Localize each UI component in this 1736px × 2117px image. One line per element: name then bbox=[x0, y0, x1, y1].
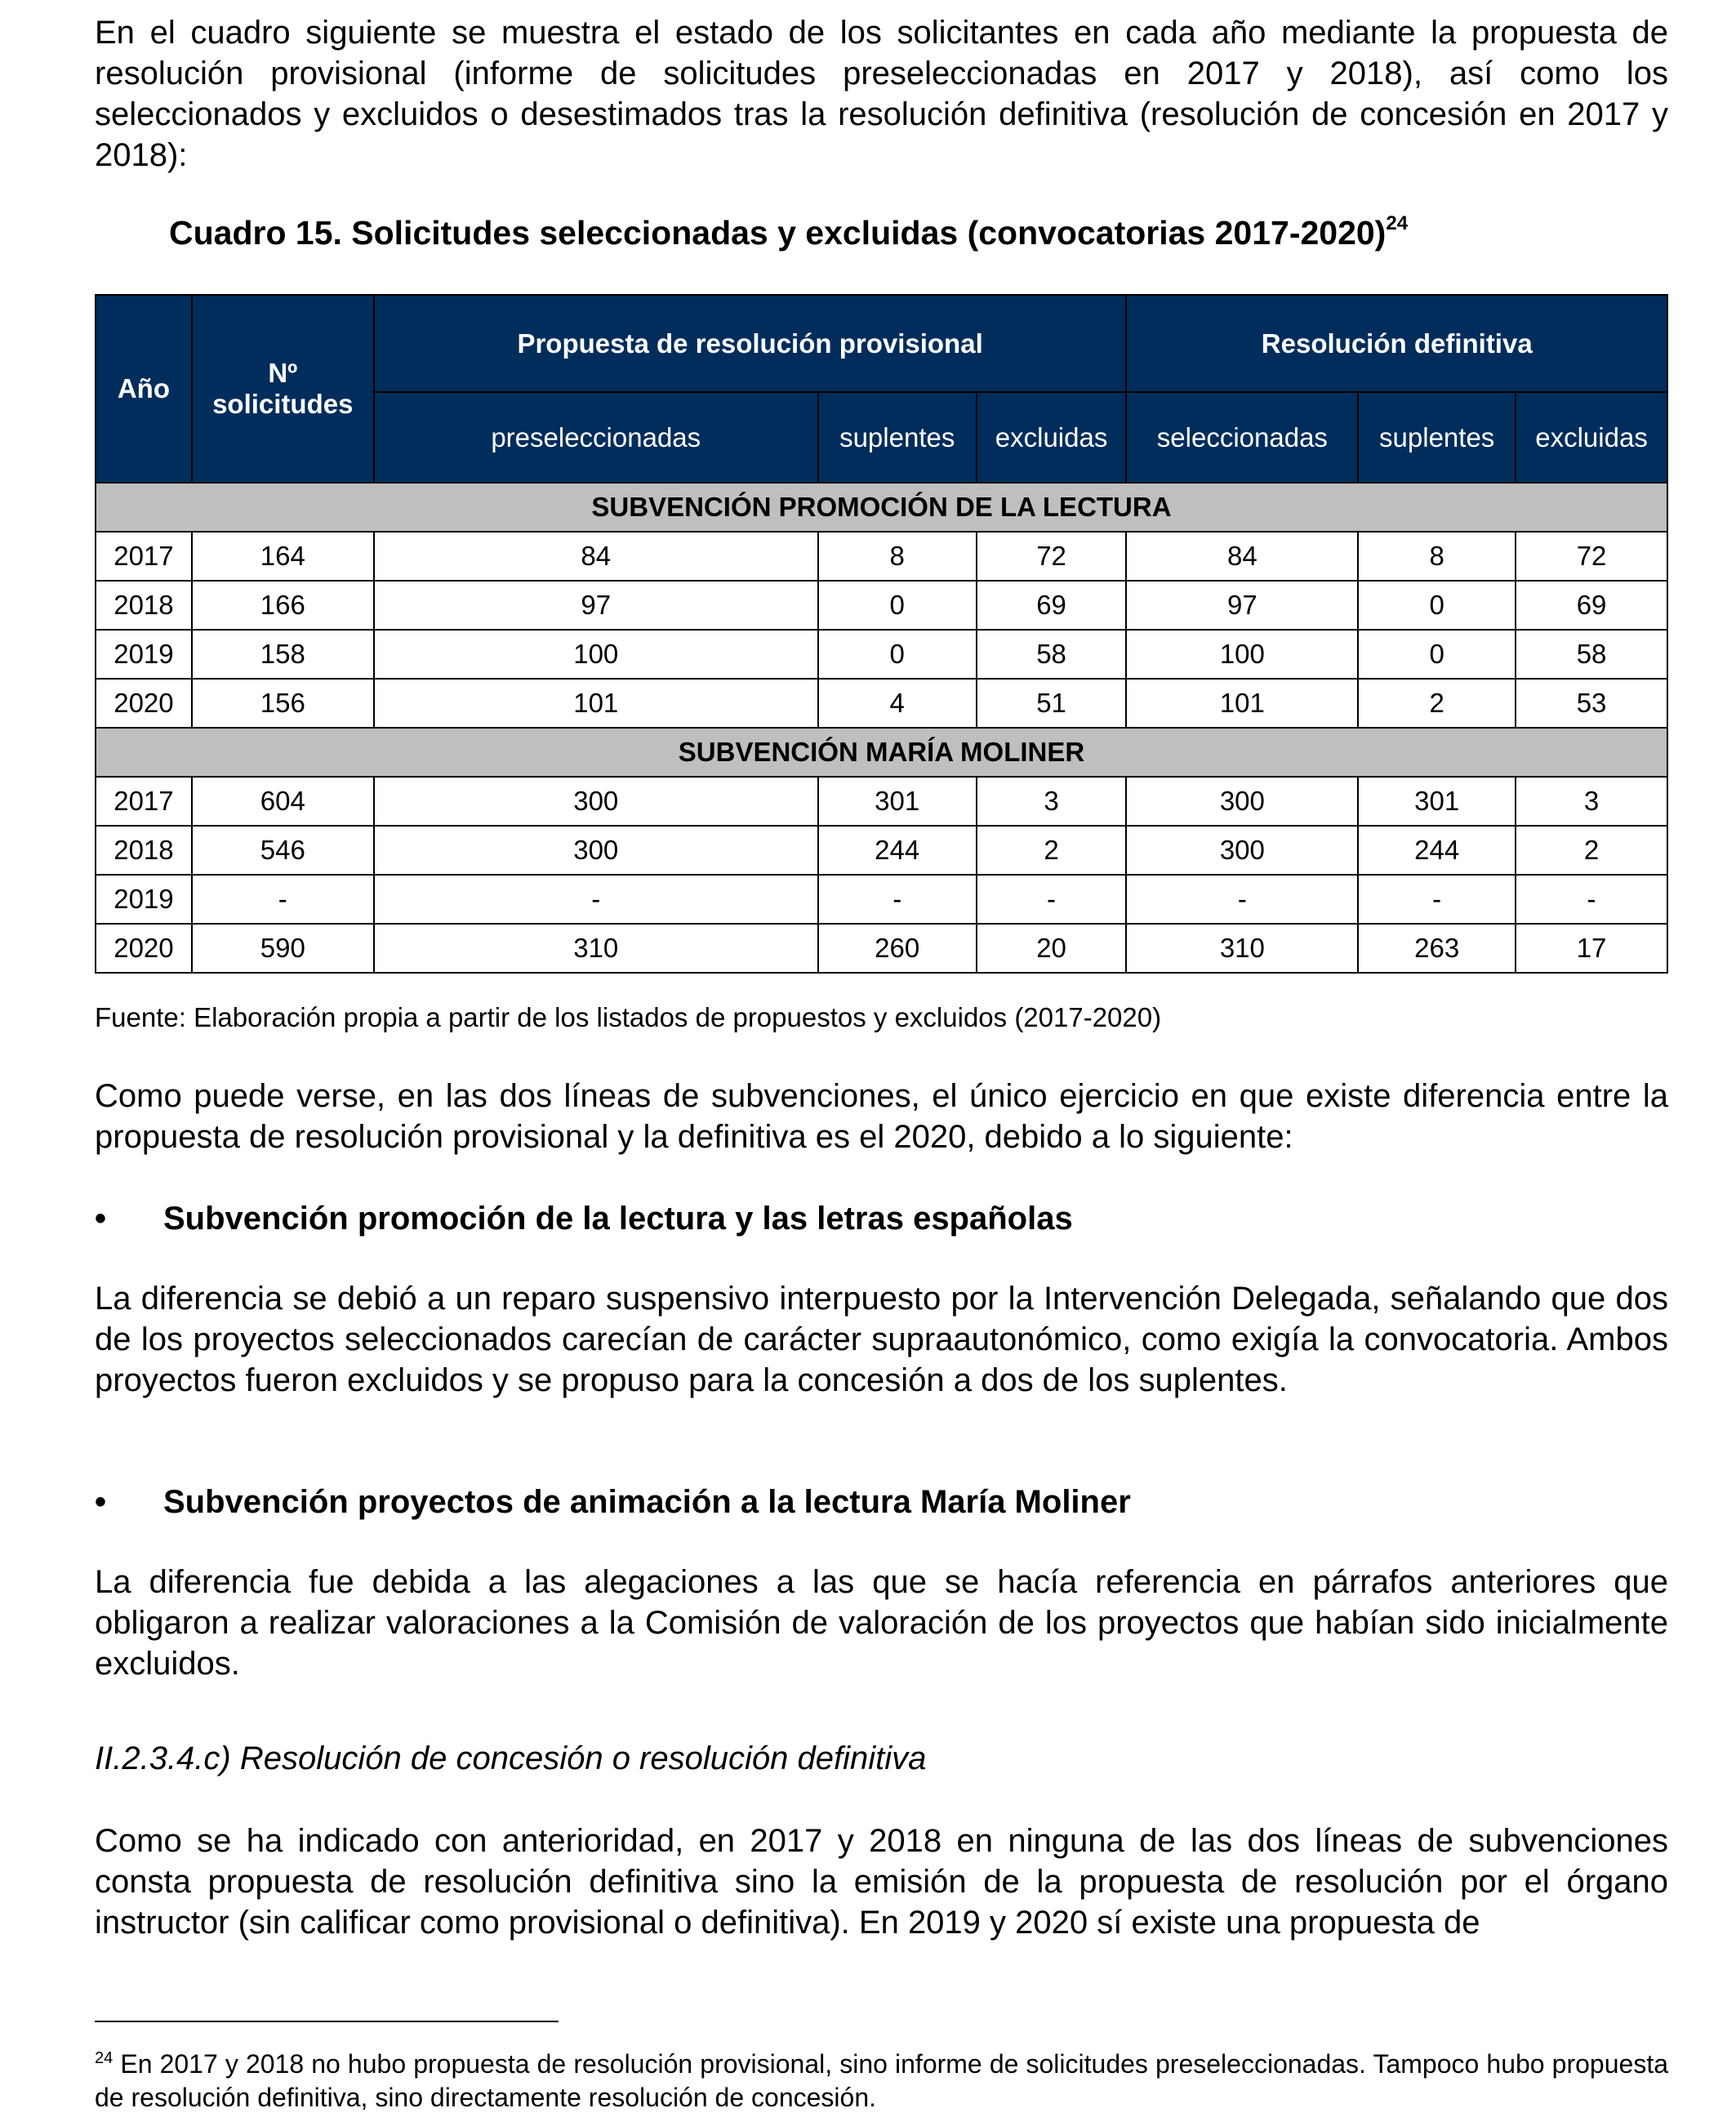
table-cell: 58 bbox=[1516, 630, 1667, 679]
header-sub: excluidas bbox=[977, 392, 1127, 483]
table-row bbox=[96, 532, 1667, 581]
table-cell: 58 bbox=[977, 630, 1127, 679]
table-cell: 2017 bbox=[96, 777, 192, 826]
bullet-heading: • Subvención proyectos de animación a la lectura María Moliner bbox=[95, 1484, 1131, 1520]
table-cell: 2018 bbox=[96, 826, 192, 875]
table-cell: 20 bbox=[977, 924, 1127, 973]
table-cell: 51 bbox=[977, 679, 1127, 728]
table-cell: 100 bbox=[1126, 630, 1358, 679]
header-sub: excluidas bbox=[1516, 392, 1667, 483]
table-cell: 164 bbox=[192, 532, 374, 581]
table-cell: 97 bbox=[1126, 581, 1358, 630]
footnote: $^{24}$ En 2017 y 2018 no hubo propuesta de resolución provisional, sino informe de solicitudes preseleccionadas. Tampoco hubo propuesta de resolución definitiva, sino directamente resolución de concesión. bbox=[95, 2049, 1668, 2112]
bullet-heading: • Subvención promoción de la lectura y las letras españolas bbox=[95, 1201, 1073, 1237]
table-row bbox=[96, 875, 1667, 924]
table-cell: 97 bbox=[374, 581, 818, 630]
table-cell: 2 bbox=[977, 826, 1127, 875]
table-cell: 69 bbox=[1516, 581, 1667, 630]
table-cell: 301 bbox=[818, 777, 977, 826]
paragraph: Como puede verse, en las dos líneas de subvenciones, el único ejercicio en que existe diferencia entre la propuesta de resolución provisional y la definitiva es el 2020, debido a lo siguiente: bbox=[95, 1078, 1668, 1155]
table-row bbox=[96, 630, 1667, 679]
table-row bbox=[96, 581, 1667, 630]
table-cell: 300 bbox=[374, 777, 818, 826]
table-cell: 310 bbox=[1126, 924, 1358, 973]
table-cell: 8 bbox=[1358, 532, 1516, 581]
section-title: SUBVENCIÓN MARÍA MOLINER bbox=[96, 728, 1667, 777]
header-provisional: Propuesta de resolución provisional bbox=[374, 295, 1127, 392]
table-cell: 2019 bbox=[96, 630, 192, 679]
table-cell: 2 bbox=[1516, 826, 1667, 875]
header-sub: seleccionadas bbox=[1126, 392, 1358, 483]
footnote-ref[interactable]: 24 bbox=[1386, 212, 1409, 234]
footnote-divider bbox=[95, 2021, 559, 2022]
table-cell: 100 bbox=[374, 630, 818, 679]
section-row bbox=[96, 483, 1667, 532]
header-sub: preseleccionadas bbox=[374, 392, 818, 483]
table-cell: - bbox=[374, 875, 818, 924]
table-cell: 546 bbox=[192, 826, 374, 875]
paragraph: Como se ha indicado con anterioridad, en 2017 y 2018 en ninguna de las dos líneas de subvenciones consta propuesta de resolución definitiva sino la emisión de la propuesta de resolución por el órgano instructor (sin calificar como provisional o definitiva). En 2019 y 2020 sí existe una propuesta de bbox=[95, 1823, 1668, 1941]
table-cell: 53 bbox=[1516, 679, 1667, 728]
table-cell: 0 bbox=[1358, 581, 1516, 630]
table-cell: 2019 bbox=[96, 875, 192, 924]
section-row bbox=[96, 728, 1667, 777]
table-cell: 84 bbox=[1126, 532, 1358, 581]
table-cell: 2020 bbox=[96, 924, 192, 973]
table-cell: 300 bbox=[1126, 777, 1358, 826]
table-cell: 72 bbox=[977, 532, 1127, 581]
table-cell: 0 bbox=[818, 630, 977, 679]
header-sub: suplentes bbox=[1358, 392, 1516, 483]
header-year: Año bbox=[96, 295, 192, 483]
table-cell: 101 bbox=[1126, 679, 1358, 728]
table-row bbox=[96, 679, 1667, 728]
table-row bbox=[96, 826, 1667, 875]
table-cell: 2018 bbox=[96, 581, 192, 630]
table-cell: 0 bbox=[818, 581, 977, 630]
table-cell: 158 bbox=[192, 630, 374, 679]
section-title: SUBVENCIÓN PROMOCIÓN DE LA LECTURA bbox=[96, 483, 1667, 532]
table-cell: 300 bbox=[374, 826, 818, 875]
table-cell: 3 bbox=[977, 777, 1127, 826]
table-cell: 166 bbox=[192, 581, 374, 630]
header-definitive: Resolución definitiva bbox=[1126, 295, 1667, 392]
table-cell: - bbox=[192, 875, 374, 924]
table-cell: 604 bbox=[192, 777, 374, 826]
table-caption bbox=[169, 212, 1408, 252]
table-cell: 2017 bbox=[96, 532, 192, 581]
applications-table bbox=[95, 294, 1668, 974]
table-cell: 4 bbox=[818, 679, 977, 728]
intro-paragraph: En el cuadro siguiente se muestra el estado de los solicitantes en cada año mediante la propuesta de resolución provisional (informe de solicitudes preseleccionadas en 2017 y 2018), así como los seleccionados y excluidos o desestimados tras la resolución definitiva (resolución de concesión en 2017 y 2018): bbox=[95, 15, 1668, 173]
table-cell: 2 bbox=[1358, 679, 1516, 728]
header-num-applications: Nº solicitudes bbox=[192, 295, 374, 483]
table-cell: 69 bbox=[977, 581, 1127, 630]
table-cell: - bbox=[1126, 875, 1358, 924]
table-cell: - bbox=[818, 875, 977, 924]
table-cell: 300 bbox=[1126, 826, 1358, 875]
paragraph: La diferencia se debió a un reparo suspensivo interpuesto por la Intervención Delegada, señalando que dos de los proyectos seleccionados carecían de carácter supraautonómico, como exigía la convocatoria. Ambos proyectos fueron excluidos y se propuso para la concesión a dos de los suplentes. bbox=[95, 1281, 1668, 1398]
table-cell: 72 bbox=[1516, 532, 1667, 581]
table-cell: 0 bbox=[1358, 630, 1516, 679]
table-source: Fuente: Elaboración propia a partir de los listados de propuestos y excluidos (2017-2020) bbox=[95, 1002, 1162, 1032]
table-cell: - bbox=[1358, 875, 1516, 924]
table-cell: 3 bbox=[1516, 777, 1667, 826]
table-cell: - bbox=[977, 875, 1127, 924]
table-cell: 101 bbox=[374, 679, 818, 728]
table-row bbox=[96, 924, 1667, 973]
table-cell: 2020 bbox=[96, 679, 192, 728]
caption-text: Cuadro 15. Solicitudes seleccionadas y excluidas (convocatorias 2017-2020) bbox=[169, 214, 1387, 252]
table-cell: 260 bbox=[818, 924, 977, 973]
table-cell: 590 bbox=[192, 924, 374, 973]
table-cell: 17 bbox=[1516, 924, 1667, 973]
table-cell: 263 bbox=[1358, 924, 1516, 973]
section-heading: II.2.3.4.c) Resolución de concesión o resolución definitiva bbox=[95, 1740, 927, 1776]
table-cell: 301 bbox=[1358, 777, 1516, 826]
table-row bbox=[96, 777, 1667, 826]
table-cell: 156 bbox=[192, 679, 374, 728]
table-cell: 244 bbox=[818, 826, 977, 875]
table-cell: 8 bbox=[818, 532, 977, 581]
paragraph: La diferencia fue debida a las alegaciones a las que se hacía referencia en párrafos anteriores que obligaron a realizar valoraciones a la Comisión de valoración de los proyectos que habían sido inicialmente excluidos. bbox=[95, 1564, 1668, 1682]
table-cell: 244 bbox=[1358, 826, 1516, 875]
header-sub: suplentes bbox=[818, 392, 977, 483]
table-cell: 84 bbox=[374, 532, 818, 581]
table-cell: 310 bbox=[374, 924, 818, 973]
table-cell: - bbox=[1516, 875, 1667, 924]
